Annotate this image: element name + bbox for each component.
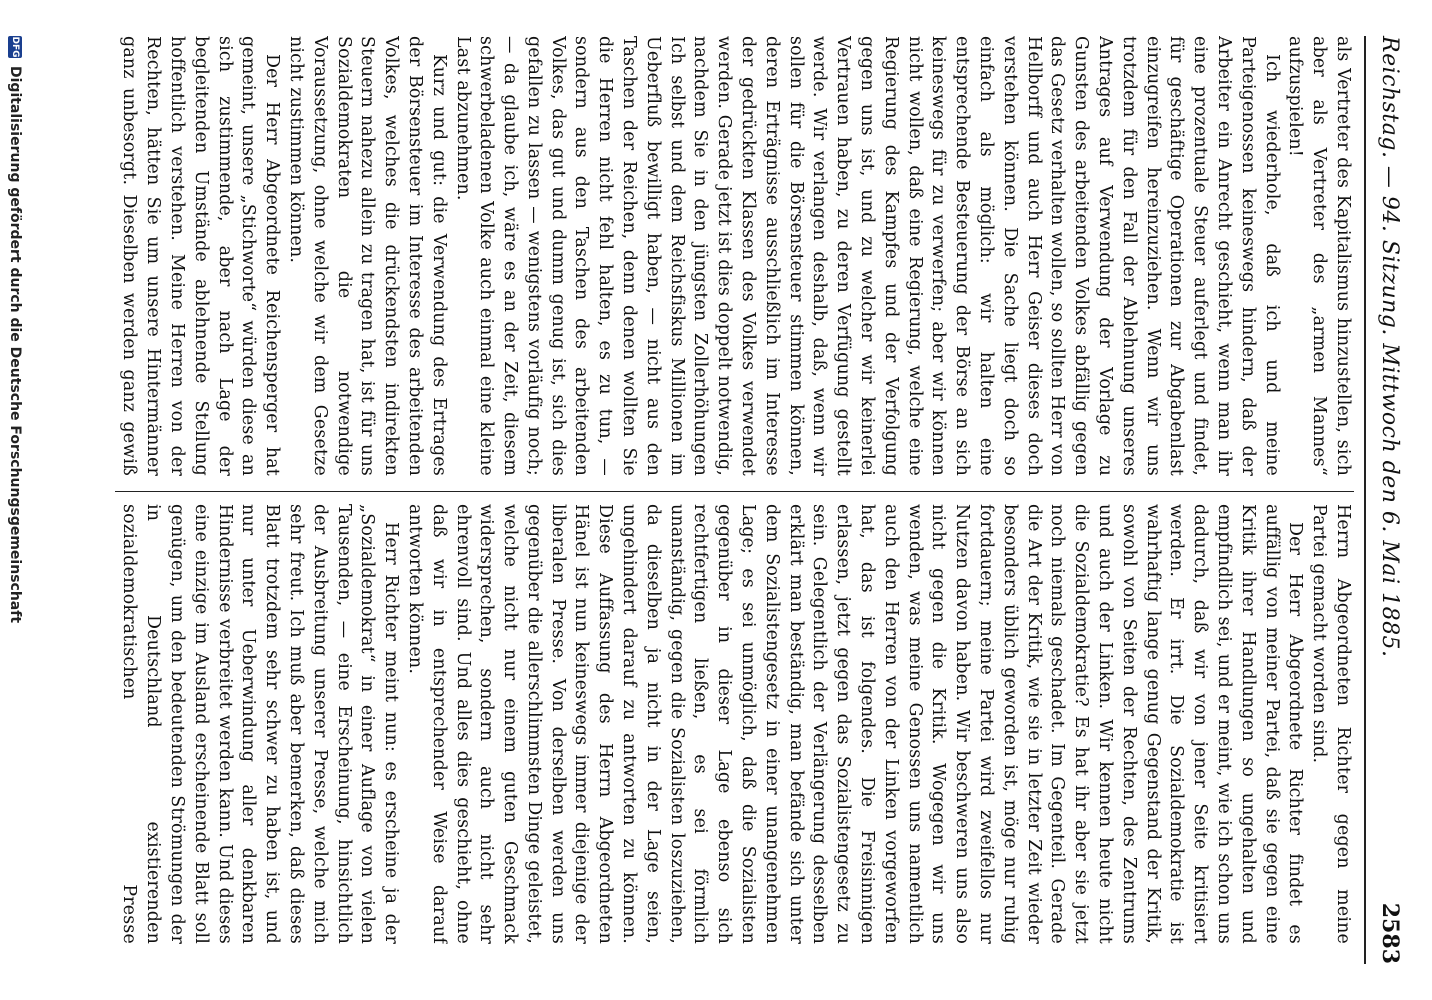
paragraph: als Vertreter des Kapitalismus hinzustellen, sich aber als Vertreter des „armen Mannes“ aufzuspielen!: [1285, 36, 1353, 476]
header-rule: [1364, 36, 1366, 964]
paragraph: Kurz und gut: die Verwendung des Ertrages der Börsensteuer im Interesse des arbeitenden Volkes, welches die drückendsten indirekten Steuern nahezu allein zu tragen hat, ist für uns Sozialdemokraten die notwendige Voraussetzung, ohne welche wir dem Gesetze nicht zustimmen können.: [285, 36, 449, 476]
paragraph: Herr Richter meint nun: es erscheine ja der „Sozialdemokrat“ in einer Auflage von vielen Tausenden, — eine Erscheinung, hinsichtlich der Ausbreitung unserer Presse, welche mich sehr freut. Ich muß aber bemerken, daß dieses Blatt trotzdem sehr schwer zu haben ist, und nur unter Ueberwindung aller denkbaren Hindernisse verbreitet werden kann. Und dieses eine einzige im Ausland erscheinende Blatt soll genügen, um den bedeutenden Strömungen der in Deutschland existierenden sozialdemokratischen Presse: [119, 504, 402, 944]
page-header: [1370, 36, 1410, 964]
paragraph: Ich wiederhole, daß ich und meine Parteigenossen keineswegs hindern, daß der Arbeiter ein Anrecht geschieht, wenn man ihr eine prozentuale Steuer auferlegt und findet, für geschäftige Operationen zur Abgabenlast einzugreifen hereinzuziehen. Wenn wir uns trotzdem für den Fall der Ablehnung unseres Antrages auf Verwendung der Vorlage zu Gunsten des arbeitenden Volkes abfällig gegen das Gesetz verhalten wollen, so sollten Herr von Hellborff und auch Herr Geiser dieses doch verstehen können. Die Sache liegt doch so einfach als möglich: wir halten eine entsprechende Besteuerung der Börse an sich keineswegs für zu verwerfen; aber wir können nicht wollen, daß eine Regierung, welche eine Regierung des Kampfes und der Verfolgung gegen uns ist, und zu welcher wir keinerlei Vertrauen haben, zu deren Verfügung gestellt werde. Wir verlangen deshalb, daß, wenn wir sollen für die Börsensteuer stimmen können, deren Erträgnisse ausschließlich im Interesse der gedrückten Klassen des Volkes verwendet werden. Gerade jetzt ist dies doppelt notwendig, nachdem Sie in den jüngsten Zollerhöhungen Ich selbst und dem Reichsfiskus Millionen im Ueberfluß bewilligt haben, — nicht aus den Taschen der Reichen, denn denen wollten Sie die Herren nicht fehl halten, es zu tun, — sondern aus den Taschen des arbeitenden Volkes, das gut und dumm genug ist, sich dies gefallen zu lassen — wenigstens vorläufig noch; — da glaube ich, wäre es an der Zeit, diesem schwerbeladenen Volke auch einmal eine kleine Last abzunehmen.: [452, 36, 1282, 476]
dfg-logo-icon: DFG: [10, 36, 20, 58]
digitization-footer: [0, 36, 30, 964]
paragraph: Der Herr Abgeordnete Reichensperger hat gemeint, unsere „Stichworte“ würden diese an sich zustimmende, aber nach Lage der begleitenden Umstände ablehnende Stellung hoffentlich verstehen. Meine Herren von der Rechten, hätten Sie um unsere Hintermänner ganz unbesorgt. Dieselben werden ganz gewiß: [119, 36, 283, 476]
running-title: Reichstag. — 94. Sitzung. Mittwoch den 6. Mai 1885.: [1377, 36, 1403, 658]
paragraph: Der Herr Abgeordnete Richter findet es auffällig von meiner Partei, daß sie gegen eine Kritik ihrer Handlungen so ungehalten und empfindlich sei, und er meint, wie ich schon uns dadurch, daß wir von jener Seite kritisiert werden. Er irrt. Die Sozialdemokratie ist wahrhaftig lange genug Gegenstand der Kritik, sowohl von Seiten der Rechten, des Zentrums und auch der Linken. Wir kennen heute nicht die Sozialdemokratie? Es hat ihr aber sie jetzt noch niemals geschadet. Im Gegenteil. Gerade die Art der Kritik, wie sie in letzter Zeit wieder besonders üblich geworden ist, möge nur ruhig fortdauern; meine Partei wird zweifellos nur Nutzen davon haben. Wir beschweren uns also nicht gegen die Kritik. Wogegen wir uns wenden, was meine Genossen uns namentlich auch den Herren von der Linken vorgeworfen hat, das ist folgendes. Die Freisinnigen erlassen, jetzt gegen das Sozialistengesetz zu sein. Gelegentlich der Verlängerung desselben erklärt man beständig, man befände sich unter dem Sozialistengesetz in einer unangenehmen Lage; es sei unmöglich, daß die Sozialisten gegenüber in dieser Lage ebenso sich rechtfertigen ließen, es sei förmlich unanständig, gegen die Sozialisten loszuziehen, da dieselben ja nicht in der Lage seien, ungehindert darauf zu antworten zu können. Diese Auffassung des Herrn Abgeordneten Hänel ist nun keineswegs immer diejenige der liberalen Presse. Von derselben werden uns gegenüber die allerschlimmsten Dinge geleistet, welche nicht nur einem guten Geschmack widersprechen, sondern auch nicht sehr ehrenvoll sind. Und alles dies geschieht, ohne daß wir in entsprechender Weise darauf antworten können.: [404, 504, 1306, 944]
page-number: 2583: [1377, 902, 1403, 964]
paragraph: Herrn Abgeordneten Richter gegen meine Partei gemacht worden sind.: [1309, 504, 1353, 944]
right-column: [115, 504, 1354, 944]
left-column: [115, 36, 1354, 476]
footer-text: Digitalisierung gefördert durch die Deutsche Forschungsgemeinschaft: [7, 66, 23, 624]
column-divider: [115, 491, 1354, 492]
